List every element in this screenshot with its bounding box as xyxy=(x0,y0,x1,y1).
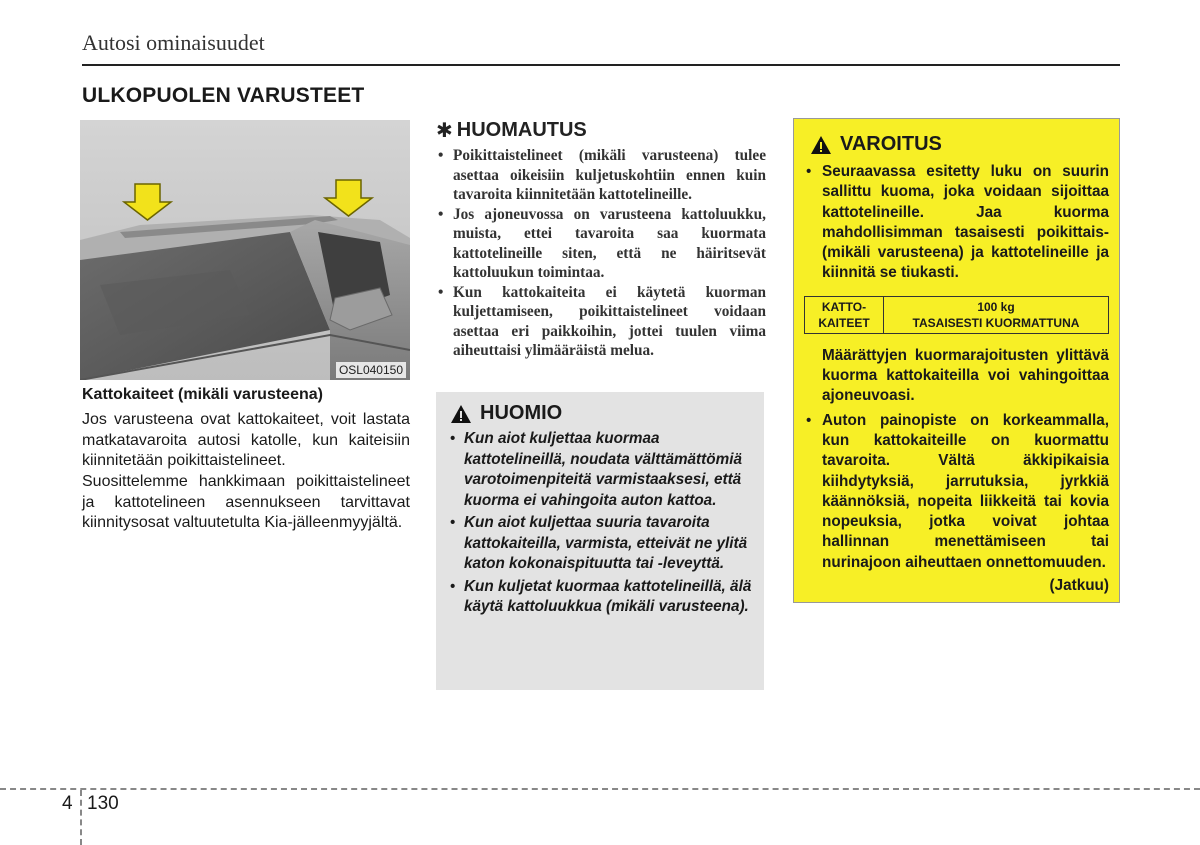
figure-code: OSL040150 xyxy=(336,362,406,378)
list-item: • Kun aiot kuljettaa kuormaa kattotelineillä, noudata välttämättömiä varotoimenpiteitä varmistaaksesi, että kuorma ei vahingoita auton kattoa. xyxy=(450,429,752,511)
warning-title xyxy=(804,133,1109,156)
roof-rails-figure xyxy=(80,120,410,380)
load-value-weight: 100 kg xyxy=(977,299,1015,314)
car-roof-illustration xyxy=(80,120,410,380)
page-number: 130 xyxy=(87,793,119,814)
section-heading: ULKOPUOLEN VARUSTEET xyxy=(82,84,365,107)
list-item: • Kun kuljetat kuormaa kattotelineillä, älä käytä kattoluukkua (mikäli varusteena). xyxy=(450,577,752,618)
notice-title-text: HUOMAUTUS xyxy=(456,119,587,141)
load-limit-table xyxy=(804,296,1109,334)
caution-box xyxy=(436,392,764,690)
chapter-number: 4 xyxy=(62,793,73,814)
warning-box xyxy=(793,118,1120,603)
load-table-value xyxy=(884,296,1109,333)
list-item: • Kun kattokaiteita ei käytetä kuorman kuljettamiseen, poikittaistelineet voidaan asettaa eri paikkoihin, jottei tuulen viima aiheuttaisi ylimääräistä melua. xyxy=(436,283,766,361)
warning-triangle-icon xyxy=(450,404,472,424)
warning-triangle-icon xyxy=(810,135,832,155)
list-item: • Poikittaistelineet (mikäli varusteena) tulee asettaa oikeisiin kuljetuskohtiin ennen kuin tavaroita kiinnitetään kattotelineille. xyxy=(436,146,766,205)
list-item: • Auton painopiste on korkeammalla, kun kattokaiteille on kuormattu tavaroita. Vältä äkkipikaisia kiihdytyksiä, jarrutuksia, jyrkkiä käännöksiä, nopeita liikkeitä tai kovia nopeuksia, jotka voivat johtaa hallinnan menettämiseen tai nurinajoon aiheuttaen onnettomuuden. xyxy=(804,411,1109,573)
warning-list-2 xyxy=(804,411,1109,573)
warning-paragraph: Määrättyjen kuormarajoitusten ylittävä kuorma kattokaiteilla voi vahingoittaa ajoneuvoasi. xyxy=(822,346,1109,405)
roof-rails-heading: Kattokaiteet (mikäli varusteena) xyxy=(82,386,323,403)
star-icon: ✱ xyxy=(436,120,453,142)
header-rule xyxy=(82,64,1120,66)
load-table-label: KATTO-KAITEET xyxy=(805,296,884,333)
page-header-title: Autosi ominaisuudet xyxy=(82,30,265,55)
list-item: • Seuraavassa esitetty luku on suurin sallittu kuoma, joka voidaan sijoittaa kattotelineille. Jaa kuorma mahdollisimman tasaisesti poikittais- (mikäli varusteena) ja kattotelineille ja kiinnitä se tiukasti. xyxy=(804,162,1109,284)
roof-rails-paragraph-2: Suosittelemme hankkimaan poikittaistelineet ja kattotelineen asennukseen tarvittavat kiinnitysosat valtuutetulta Kia-jälleenmyyjältä. xyxy=(82,473,410,531)
caution-title xyxy=(450,402,752,425)
list-item: • Kun aiot kuljettaa suuria tavaroita kattokaiteilla, varmista, etteivät ne ylitä katon kokonaispituutta tai -leveyttä. xyxy=(450,513,752,575)
warning-list xyxy=(804,162,1109,284)
warning-title-text: VAROITUS xyxy=(840,133,942,155)
list-item: • Jos ajoneuvossa on varusteena kattoluukku, muista, ettei tavaroita saa kuormata kattotelineille siten, että ne häiritsevät kattoluukun toimintaa. xyxy=(436,205,766,283)
notice-list xyxy=(436,146,766,361)
caution-title-text: HUOMIO xyxy=(480,402,563,424)
notice-box xyxy=(436,118,766,361)
continued-label: (Jatkuu) xyxy=(1049,577,1109,595)
caution-list xyxy=(450,429,752,618)
footer-divider xyxy=(80,790,82,845)
roof-rails-paragraph-1: Jos varusteena ovat kattokaiteet, voit lastata matkatavaroita autosi katolle, kun kaiteisiin kiinnitetään poikittaistelineet. xyxy=(82,411,410,469)
load-value-note: TASAISESTI KUORMATTUNA xyxy=(912,315,1080,330)
footer-rule xyxy=(0,788,1200,790)
notice-title xyxy=(436,118,766,143)
